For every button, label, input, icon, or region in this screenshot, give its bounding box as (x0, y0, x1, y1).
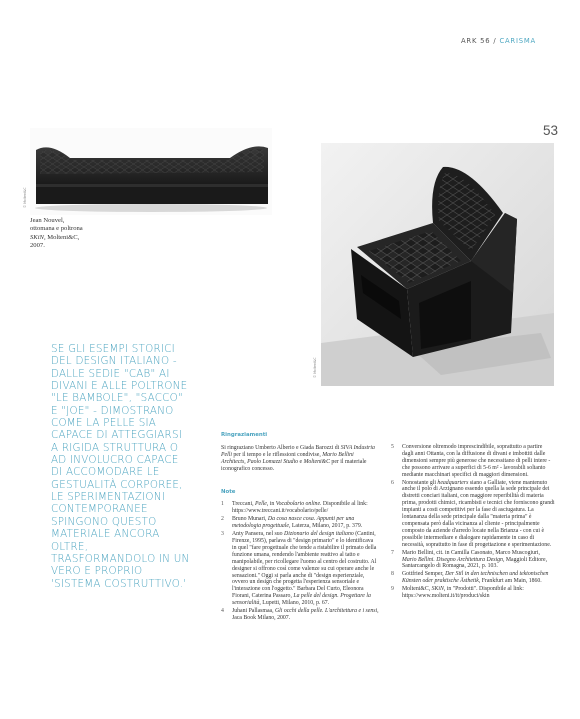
note-item (391, 586, 555, 600)
thanks-part: Si ringraziano Umberto Alberio e Giada Barozzi di (221, 444, 341, 451)
pull-quote: SE GLI ESEMPI STORICI DEL DESIGN ITALIANO - DALLE SEDIE "CAB" AI DIVANI E ALLE POLTRONE "LE BAMBOLE", "SACCO" E "JOE" - DIMOSTRANO COME LA PELLE SIA CAPACE DI ATTEGGIARSI A RIGIDA STRUTTURA O AD INVOLUCRO CAPACE DI ACCOMODARE LE GESTUALITÀ CORPOREE, LE SPERIMENTAZIONI CONTEMPORANEE SPINGONO QUESTO MATERIALE ANCORA OLTRE, TRASFORMANDOLO IN UN VERO E PROPRIO 'SISTEMA COSTRUTTIVO.' (51, 343, 190, 590)
note-number: 4 (221, 608, 224, 615)
note-text: , Laterza, Milano, 2017, p. 379. (288, 523, 363, 530)
note-text: Juhani Pallasmaa, (232, 608, 275, 615)
thanks-part: e (298, 458, 304, 465)
thanks-text (221, 445, 379, 473)
note-item (221, 608, 379, 622)
note-item (391, 550, 555, 571)
notes-list (221, 501, 379, 621)
note-text: , in (266, 501, 276, 508)
thanks-part: SIVA Industria Pelli (221, 444, 375, 458)
note-text: headquarters (437, 479, 469, 486)
note-text: Bruno Munari, (232, 516, 268, 523)
note-text: Mario Bellini, cit. in Camilla Casonato, Marco Muscogiuri, (402, 549, 540, 556)
note-item (391, 444, 555, 479)
caption-line (30, 234, 110, 242)
caption-line: 2007. (30, 242, 45, 250)
note-number: 5 (391, 444, 394, 450)
notes-column-right (391, 444, 555, 601)
thanks-part: per il materiale iconografico concesso. (221, 458, 367, 472)
thanks-part: Molteni&C (303, 458, 330, 465)
thanks-part: per il tempo e le riflessioni condivise, (231, 451, 323, 458)
armchair-photo-credit: © Molteni&C (313, 357, 317, 378)
ottoman-photo (30, 128, 272, 215)
note-number: 3 (221, 531, 224, 538)
note-text: La pelle del design. Progettare la sensorialità (232, 593, 371, 607)
note-text: Treccani, (232, 501, 255, 508)
section-name: CARISMA (499, 37, 536, 45)
note-text: Gli occhi della pelle. L'architettura e i sensi (274, 608, 378, 615)
note-text: Der Stil in den technischen und tektonischen Künsten oder praktische Ästhetik (402, 571, 549, 585)
note-text: Gottfried Semper, (402, 571, 446, 578)
notes-heading: Note (221, 488, 236, 495)
armchair-photo (321, 143, 554, 386)
magazine-issue: ARK 56 / (460, 37, 500, 45)
note-text: siano a Galliate, viene mantenuto anche il polo di Arzignano essendo quella la sede principale dei distretti conciari italiani, con maggiore reperibilità di materia prima, prodotti chimici, ricambisti e tecnici che forniscono grandi impianti a costi competitivi per la fase di asciugatura. La lontananza della sede principale dalla "materia prima" è compensata però dalla vicinanza al cliente - principalmente composto da aziende d'arredo locate nella Brianza - con cui è possibile intermediare e dialogare rapidamente in caso di necessità, soprattutto in fase di progettazione e sperimentazione. (402, 479, 555, 548)
armchair-illustration (321, 143, 554, 386)
note-item (221, 501, 379, 515)
thanks-part: Mario Bellini Architects, Paolo Lomazzi Studio (221, 451, 354, 465)
note-text: Da cosa nasce cosa. Appunti per una metodologia progettuale (232, 516, 355, 530)
note-text: , Jaca Book Milano, 2007. (232, 608, 379, 621)
note-text: Pelle (254, 501, 267, 508)
note-item (221, 531, 379, 607)
ottoman-photo-credit: © Molteni&C (23, 187, 27, 208)
thanks-heading: Ringraziamenti (221, 432, 268, 438)
note-text: , Lupetti, Milano, 2010, p. 67. (259, 600, 330, 607)
note-text: Conversione oltremodo imprescindibile, soprattutto a partire dagli anni Ottanta, con la diffusione di divani e imbottiti dalle dimensioni sempre più generose che necessitano di pelli intere - che possono arrivare a superfici di 5-6 m² - lavorabili soltanto mediante macchinari specifici di maggiori dimensioni. (402, 444, 551, 478)
note-text: , Frankfurt am Main, 1860. (478, 578, 542, 585)
note-text: Vocabolario online (275, 501, 321, 508)
photo-caption (30, 217, 110, 251)
note-number: 2 (221, 516, 224, 523)
note-text: (Cantini, Firenze, 1995), parlava di "design primario" e lo identificava in quel "fare progettuale che tende a ristabilire il primato della funzione umana, rendendo l'ambiente reattivo al tatto e manipolabile, per ricollegare l'uomo al centro del costruito. Al designer si offrono così come valenze su cui operare anche le sensazioni." Oggi si parla anche di "design esperienziale, ovvero un design che progetta l'esperienza sensoriale e l'interazione con l'oggetto." Barbara Del Curto, Eleonora Fiorani, Caterina Passaro, (232, 531, 377, 600)
note-number: 1 (221, 501, 224, 508)
notes-column-left (221, 432, 379, 623)
note-item (221, 516, 379, 530)
page-number: 53 (542, 123, 558, 138)
ottoman-illustration (30, 128, 272, 215)
note-text: Dizionario del design italiano (284, 531, 354, 538)
running-header (461, 37, 536, 45)
note-number: 6 (391, 479, 394, 486)
caption-product-name: SKiN (30, 233, 44, 241)
note-number: 8 (391, 571, 394, 578)
note-text: , in "Prodotti". Disponibile al link: https://www.molteni.it/it/product/skin (402, 586, 524, 600)
note-text: Mario Bellini. Disegno Architettura Design (402, 556, 503, 563)
note-item (391, 571, 555, 585)
note-text: Anty Pansera, nel suo (232, 531, 285, 538)
note-text: . Disponibile al link: https://www.treccani.it/vocabolario/pelle/ (232, 501, 368, 515)
caption-line: ottomana e poltrona (30, 225, 83, 233)
note-text: SKiN (431, 586, 444, 593)
caption-brand: , Molteni&C, (43, 233, 80, 241)
note-number: 7 (391, 549, 394, 556)
notes-list-continued (391, 444, 555, 600)
note-text: , Maggioli Editore, Santarcangelo di Romagna, 2021, p. 103. (402, 556, 548, 570)
caption-line: Jean Nouvel, (30, 217, 65, 224)
note-text: Nonostante gli (402, 479, 438, 486)
note-text: Molteni&C, (402, 586, 432, 593)
note-number: 9 (391, 586, 394, 593)
note-item (391, 480, 555, 549)
